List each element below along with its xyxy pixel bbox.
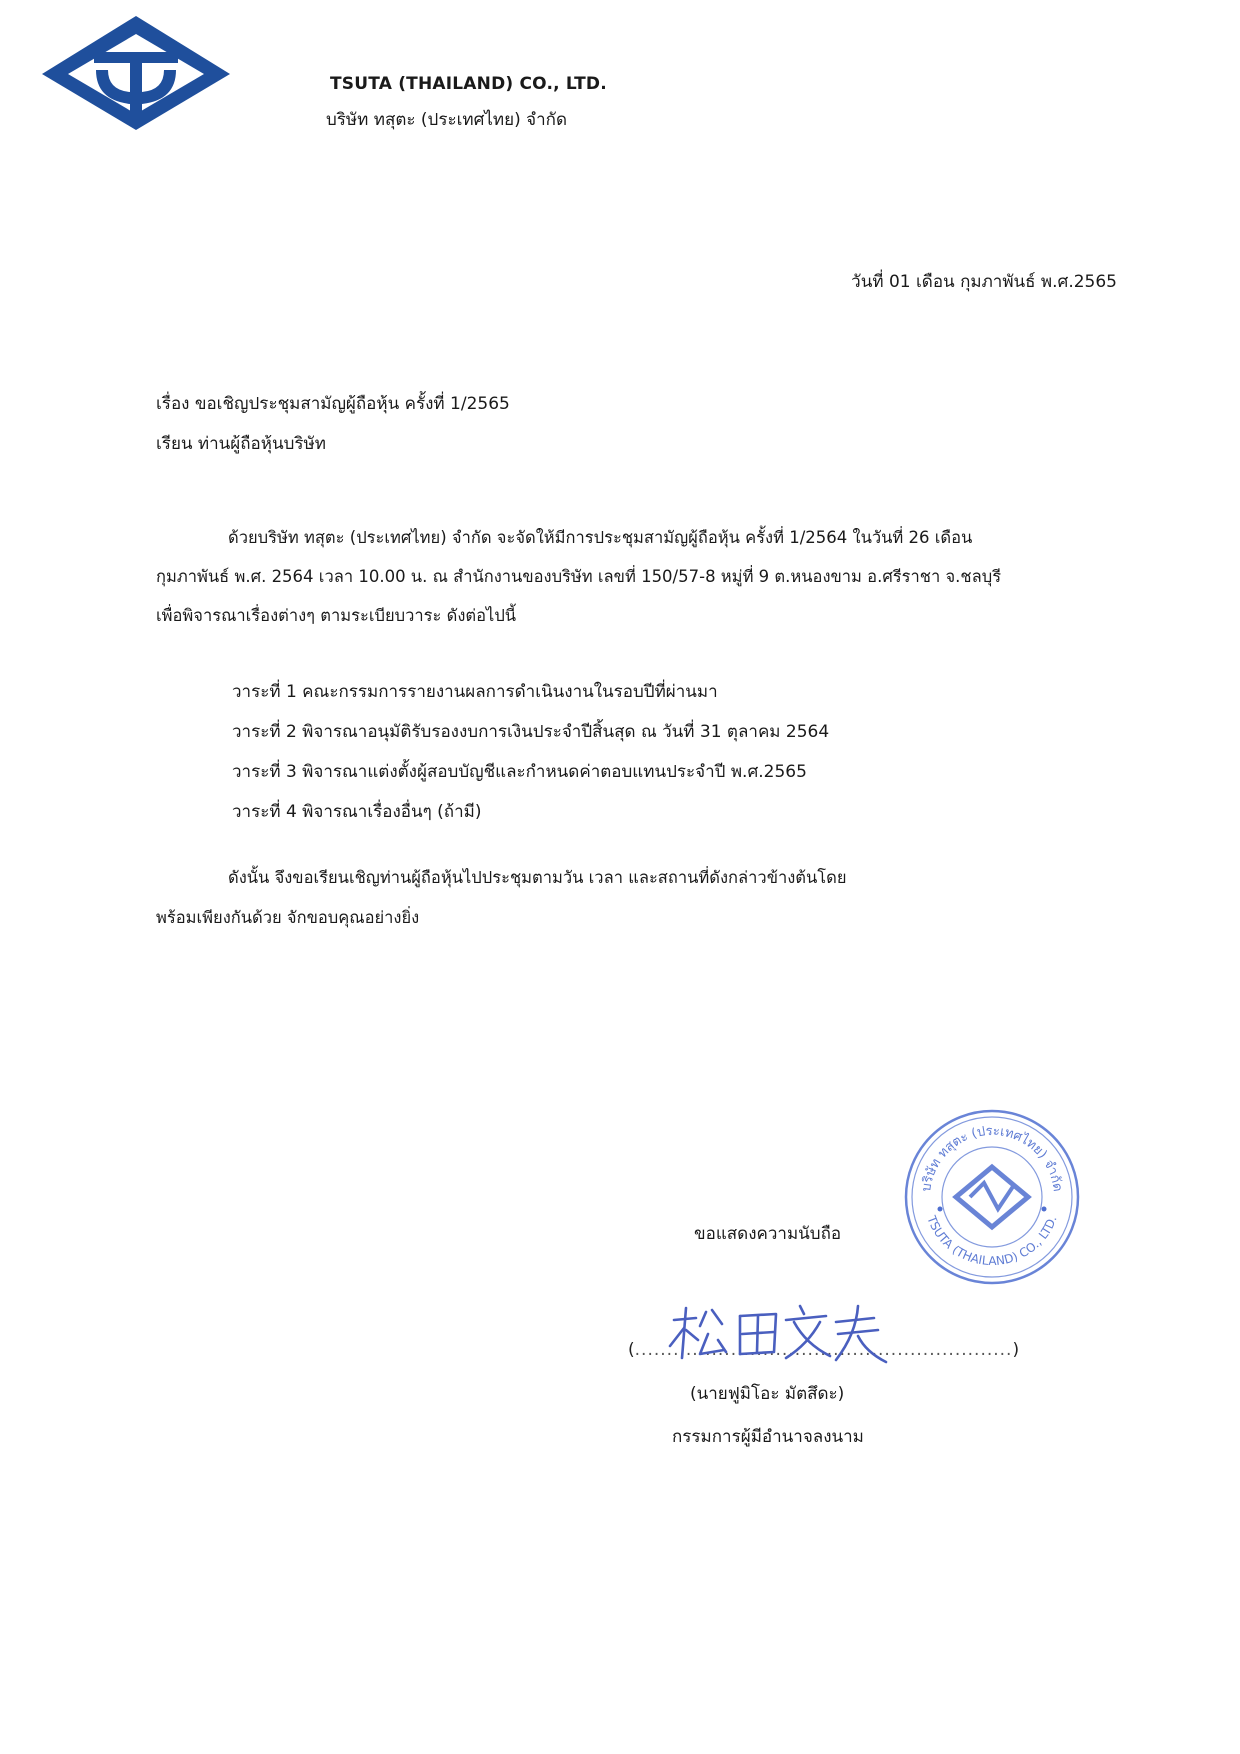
- svg-text:บริษัท ทสุตะ (ประเทศไทย) จำกัด: [919, 1124, 1065, 1193]
- letter-recipient: เรียน ท่านผู้ถือหุ้นบริษัท: [156, 434, 326, 454]
- signature-close: ): [1012, 1340, 1020, 1360]
- closing-line: [156, 858, 847, 898]
- agenda-list: [232, 672, 829, 832]
- agenda-item: วาระที่ 4 พิจารณาเรื่องอื่นๆ (ถ้ามี): [232, 802, 482, 822]
- company-name-en: TSUTA (THAILAND) CO., LTD.: [330, 74, 607, 94]
- body-paragraph: [156, 518, 1111, 635]
- agenda-item: วาระที่ 1 คณะกรรมการรายงานผลการดำเนินงานในรอบปีที่ผ่านมา: [232, 682, 718, 702]
- body-line: [156, 518, 1111, 557]
- stamp-text-bottom: TSUTA (THAILAND) CO., LTD.: [924, 1213, 1060, 1269]
- signature-dots: ...........................................................: [634, 1340, 1013, 1360]
- closing-paragraph: [156, 858, 847, 938]
- agenda-item: วาระที่ 2 พิจารณาอนุมัติรับรองงบการเงินประจำปีสิ้นสุด ณ วันที่ 31 ตุลาคม 2564: [232, 722, 830, 742]
- company-logo: [36, 12, 236, 132]
- body-line-text: ด้วยบริษัท ทสุตะ (ประเทศไทย) จำกัด จะจัดให้มีการประชุมสามัญผู้ถือหุ้น ครั้งที่ 1/2564 ในวันที่ 26 เดือน: [228, 528, 973, 547]
- signer-name: (นายฟูมิโอะ มัตสึดะ): [690, 1384, 845, 1404]
- closing-line: พร้อมเพียงกันด้วย จักขอบคุณอย่างยิ่ง: [156, 908, 420, 927]
- svg-text:TSUTA (THAILAND) CO., LTD.: [924, 1213, 1060, 1268]
- signature-open: (: [628, 1340, 635, 1360]
- stamp-text-top: บริษัท ทสุตะ (ประเทศไทย) จำกัด: [919, 1123, 1065, 1193]
- company-stamp: [900, 1105, 1084, 1289]
- closing-line-text: ดังนั้น จึงขอเรียนเชิญท่านผู้ถือหุ้นไปประชุมตามวัน เวลา และสถานที่ดังกล่าวข้างต้นโดย: [228, 868, 847, 887]
- body-line: เพื่อพิจารณาเรื่องต่างๆ ตามระเบียบวาระ ดังต่อไปนี้: [156, 606, 517, 625]
- body-line: กุมภาพันธ์ พ.ศ. 2564 เวลา 10.00 น. ณ สำนักงานของบริษัท เลขที่ 150/57-8 หมู่ที่ 9 ต.หนองขาม อ.ศรีราชา จ.ชลบุรี: [156, 567, 1002, 586]
- letter-subject: เรื่อง ขอเชิญประชุมสามัญผู้ถือหุ้น ครั้งที่ 1/2565: [156, 394, 510, 414]
- handwritten-signature: [660, 1300, 890, 1372]
- signer-title: กรรมการผู้มีอำนาจลงนาม: [672, 1427, 864, 1447]
- company-name-th: บริษัท ทสุตะ (ประเทศไทย) จำกัด: [326, 110, 567, 130]
- letter-date: วันที่ 01 เดือน กุมภาพันธ์ พ.ศ.2565: [851, 272, 1117, 292]
- agenda-item: วาระที่ 3 พิจารณาแต่งตั้งผู้สอบบัญชีและกำหนดค่าตอบแทนประจำปี พ.ศ.2565: [232, 762, 807, 782]
- closing-regards: ขอแสดงความนับถือ: [694, 1224, 842, 1244]
